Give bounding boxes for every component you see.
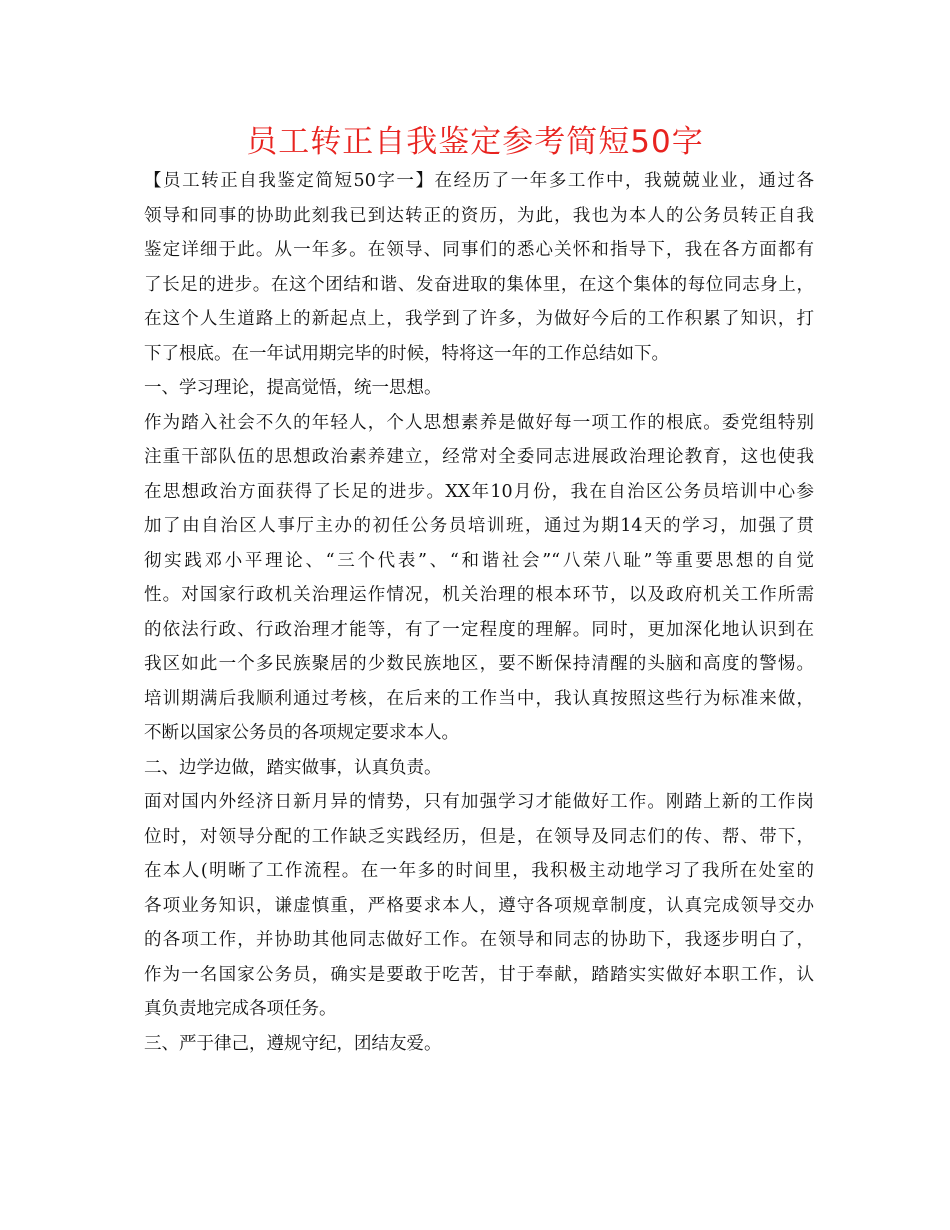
body-line: 的依法行政、行政治理才能等，有了一定程度的理解。同时，更加深化地认识到在 — [144, 619, 814, 640]
body-line: 培训期满后我顺利通过考核，在后来的工作当中，我认真按照这些行为标准来做， — [144, 688, 814, 709]
body-line: 面对国内外经济日新月异的情势，只有加强学习才能做好工作。刚踏上新的工作岗 — [144, 792, 814, 812]
section-heading-3: 三、严于律己，遵规守纪，团结友爱。 — [144, 1033, 442, 1054]
body-line: 了长足的进步。在这个团结和谐、发奋进取的集体里，在这个集体的每位同志身上， — [144, 274, 814, 295]
body-line: 在这个人生道路上的新起点上，我学到了许多，为做好今后的工作积累了知识，打 — [144, 309, 814, 329]
document-title: 员工转正自我鉴定参考简短50字 — [246, 124, 704, 160]
body-line: 注重干部队伍的思想政治素养建立，经常对全委同志进展政治理论教育，这也使我 — [144, 447, 814, 467]
body-line: 性。对国家行政机关治理运作情况，机关治理的根本环节，以及政府机关工作所需 — [144, 585, 814, 605]
body-line: 领导和同事的协助此刻我已到达转正的资历，为此，我也为本人的公务员转正自我 — [144, 205, 814, 226]
section-heading-2: 二、边学边做，踏实做事，认真负责。 — [144, 757, 442, 778]
document-body — [144, 164, 814, 1061]
body-line: 作为一名国家公务员，确实是要敢于吃苦，甘于奉献，踏踏实实做好本职工作，认 — [144, 964, 814, 985]
body-line: 不断以国家公务员的各项规定要求本人。 — [144, 723, 459, 743]
body-line: 加了由自治区人事厅主办的初任公务员培训班，通过为期14天的学习，加强了贯 — [144, 516, 814, 536]
body-line: 位时，对领导分配的工作缺乏实践经历，但是，在领导及同志们的传、帮、带下， — [144, 826, 814, 847]
body-line: 【员工转正自我鉴定简短50字一】在经历了一年多工作中，我兢兢业业，通过各 — [144, 171, 814, 191]
body-line: 真负责地完成各项任务。 — [144, 999, 337, 1019]
body-line: 的各项工作，并协助其他同志做好工作。在领导和同志的协助下，我逐步明白了， — [144, 930, 814, 950]
body-line: 作为踏入社会不久的年轻人，个人思想素养是做好每一项工作的根底。委党组特别 — [144, 412, 814, 433]
body-line: 我区如此一个多民族聚居的少数民族地区，要不断保持清醒的头脑和高度的警惕。 — [144, 654, 814, 674]
body-line: 在思想政治方面获得了长足的进步。XX年10月份，我在自治区公务员培训中心参 — [144, 481, 814, 502]
body-line: 在本人(明晰了工作流程。在一年多的时间里，我积极主动地学习了我所在处室的 — [144, 861, 814, 881]
body-line: 下了根底。在一年试用期完毕的时候，特将这一年的工作总结如下。 — [144, 343, 669, 364]
body-line: 彻实践邓小平理论、“三个代表”、“和谐社会”“八荣八耻”等重要思想的自觉 — [144, 550, 814, 571]
body-line: 鉴定详细于此。从一年多。在领导、同事们的悉心关怀和指导下，我在各方面都有 — [144, 240, 814, 260]
section-heading-1: 一、学习理论，提高觉悟，统一思想。 — [144, 378, 442, 398]
body-line: 各项业务知识，谦虚慎重，严格要求本人，遵守各项规章制度，认真完成领导交办 — [144, 895, 814, 916]
